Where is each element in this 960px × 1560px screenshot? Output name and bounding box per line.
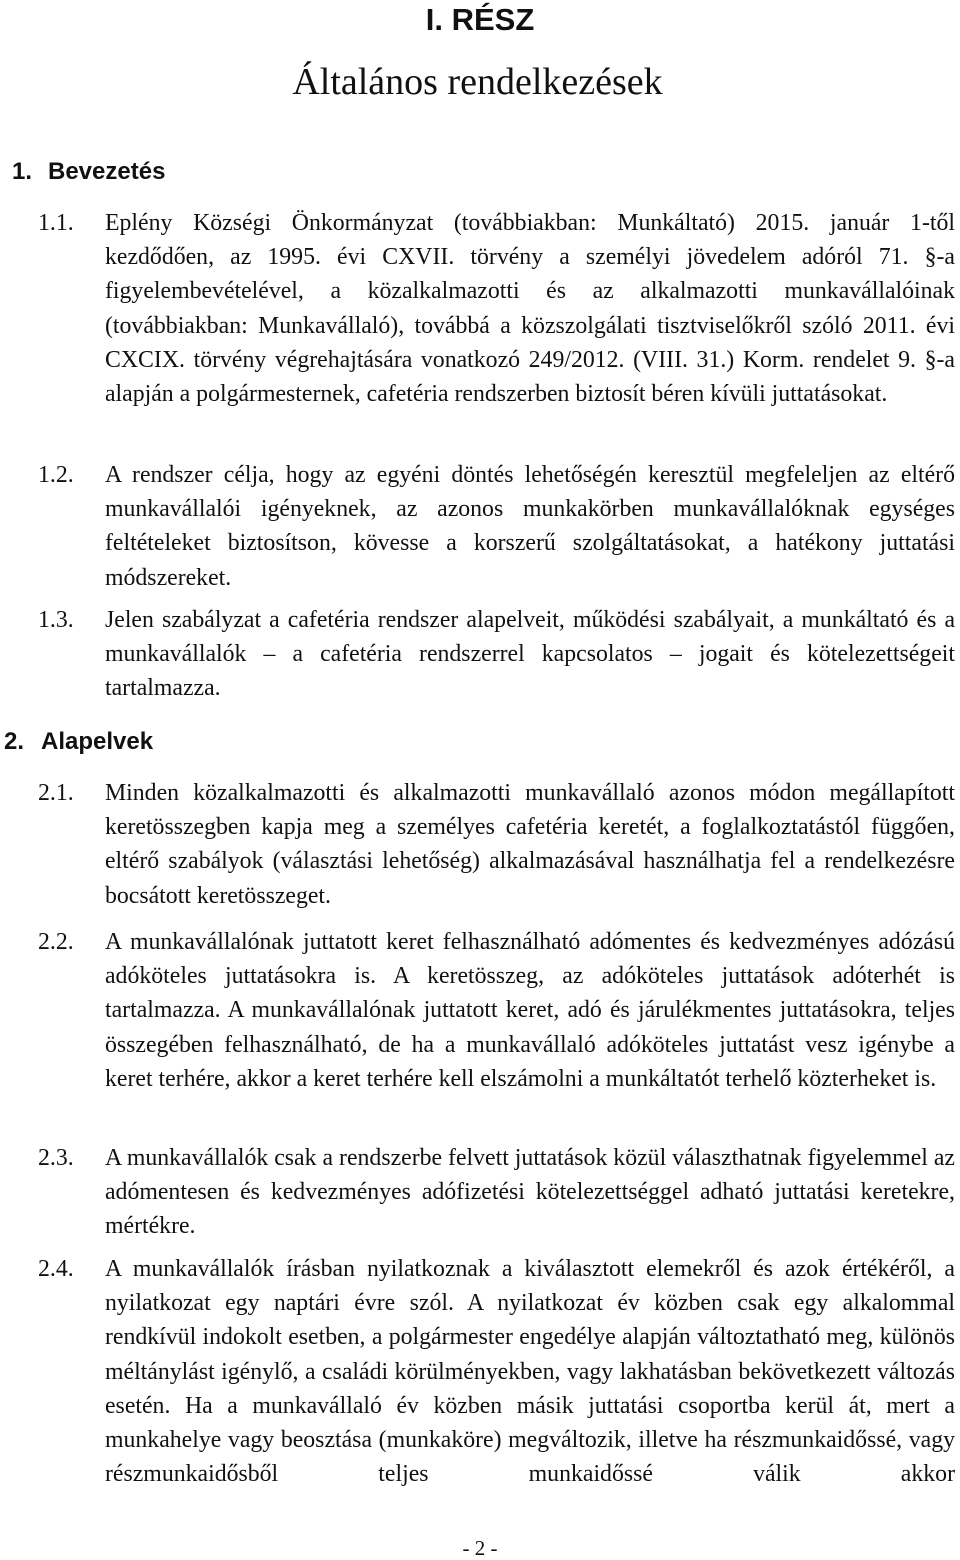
paragraph-text: A munkavállalók csak a rendszerbe felvett juttatások közül választhatnak figyelemmel az adómentesen és kedvezményes adófizetési kötelezettséggel adható juttatási keretekre, mértékre. [105,1145,955,1240]
section-title: Alapelvek [41,728,154,755]
paragraph-number: 2.3. [38,1145,74,1171]
paragraph-text: A munkavállalónak juttatott keret felhasználható adómentes és kedvezményes adózású adóköteles juttatásokra is. A keretösszeg, az adóköteles juttatások adóterhét is tartalmazza. A munkavállalónak juttatott keret, adó és járulékmentes juttatásokra, teljes összegében felhasználható, de ha a munkavállaló adóköteles juttatást vesz igénybe a keret terhére, akkor a keret terhére kell elszámolni a munkáltatót terhelő közterheket is. [105,929,955,1092]
section-heading-bevezetes [12,158,165,186]
paragraph-number: 2.1. [38,780,74,806]
paragraph-number: 2.4. [38,1256,74,1282]
section-number: 2. [4,728,25,755]
paragraph-number: 1.1. [38,210,74,236]
part-title: I. RÉSZ [425,2,535,37]
paragraph-text: Eplény Községi Önkormányzat (továbbiakban: Munkáltató) 2015. január 1-től kezdődően, az 1995. évi CXVII. törvény a személyi jövedelem adóról 71. §-a figyelembevételével, a közalkalmazotti és az alkalmazotti munkavállalóinak (továbbiakban: Munkavállaló), továbbá a közszolgálati tisztviselőkről szóló 2011. évi CXCIX. törvény végrehajtására vonatkozó 249/2012. (VIII. 31.) Korm. rendelet 9. §-a alapján a polgármesternek, cafetéria rendszerben biztosít béren kívüli juttatásokat. [105,210,955,408]
section-number: 1. [12,158,33,185]
paragraph-text: A munkavállalók írásban nyilatkoznak a kiválasztott elemekről és azok értékéről, a nyilatkozat egy naptári évre szól. A nyilatkozat év közben csak egy alkalommal rendkívül indokolt esetben, a polgármester engedélye alapján változtatható meg, különös méltánylást igénylő, a családi körülményekben, vagy lakhatásban bekövetkezett változás esetén. Ha a munkavállaló év közben másik juttatási csoportba kerül át, mert a munkahelye vagy beosztása (munkaköre) megváltozik, illetve ha részmunkaidőssé, vagy részmunkaidősből teljes munkaidőssé válik akkor [105,1256,955,1488]
section-heading-alapelvek [4,728,153,756]
paragraph-number: 2.2. [38,929,74,955]
paragraph-text: Jelen szabályzat a cafetéria rendszer alapelveit, működési szabályait, a munkáltató és a munkavállalók – a cafetéria rendszerrel kapcsolatos – jogait és kötelezettségeit tartalmazza. [105,607,955,702]
paragraph-text: A rendszer célja, hogy az egyéni döntés lehetőségén keresztül megfeleljen az eltérő munkavállalói igényeknek, az azonos munkakörben munkavállalóknak egységes feltételeket biztosítson, kövesse a korszerű szolgáltatásokat, a hatékony juttatási módszereket. [105,462,955,591]
paragraph-number: 1.2. [38,462,74,488]
document-title: Általános rendelkezések [292,61,663,103]
paragraph-text: Minden közalkalmazotti és alkalmazotti munkavállaló azonos módon megállapított keretösszegben kapja meg a személyes cafetéria keretét, a foglalkoztatástól függően, eltérő szabályok (választási lehetőség) alkalmazásával használhatja fel a rendelkezésre bocsátott keretösszeget. [105,780,955,909]
page-number: - 2 - [462,1536,498,1560]
paragraph-number: 1.3. [38,607,74,633]
section-title: Bevezetés [48,158,166,185]
